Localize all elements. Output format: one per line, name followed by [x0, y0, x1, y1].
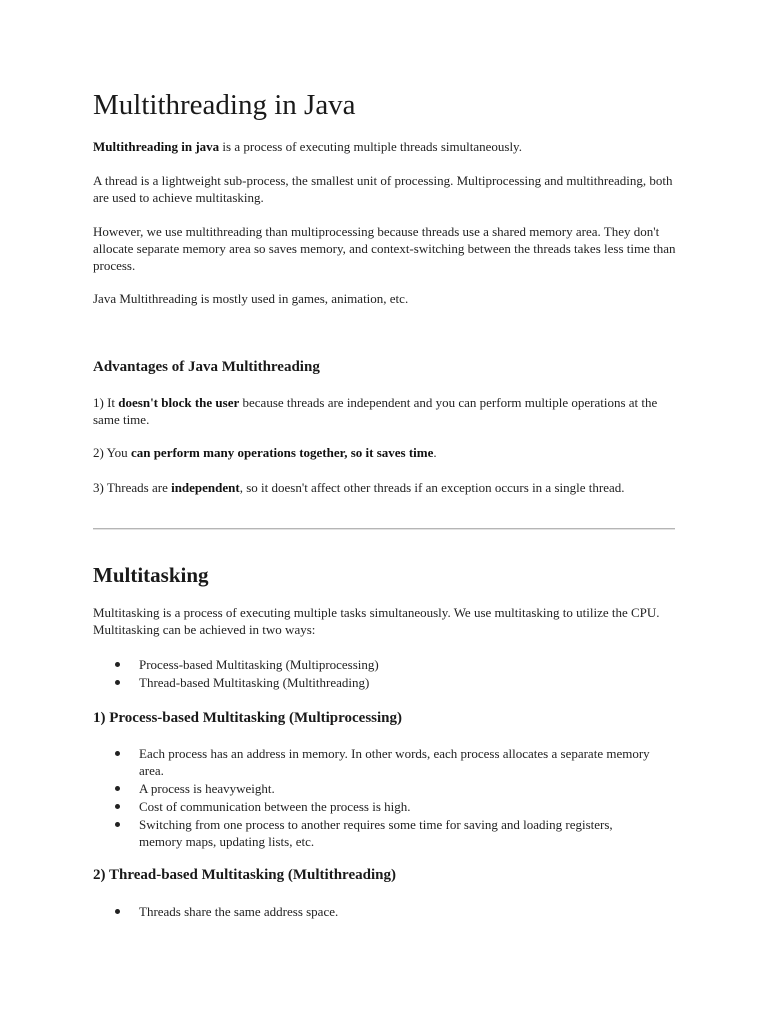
- process-based-heading: 1) Process-based Multitasking (Multiprocessing): [93, 710, 403, 726]
- bullet-icon: [115, 909, 120, 914]
- multitasking-intro: Multitasking is a process of executing multiple tasks simultaneously. We use multitasking to utilize the CPU. Multitasking can be achieved in two ways:: [93, 605, 660, 637]
- list-item-text: Threads share the same address space.: [139, 904, 339, 919]
- page-title: Multithreading in Java: [93, 89, 356, 121]
- intro-rest: is a process of executing multiple threads simultaneously.: [219, 139, 522, 154]
- bullet-icon: [115, 751, 120, 756]
- thread-definition-paragraph: A thread is a lightweight sub-process, the smallest unit of processing. Multiprocessing and multithreading, both are used to achieve multitasking.: [93, 173, 673, 205]
- list-item: [93, 674, 653, 691]
- advantage-2-bold: can perform many operations together, so it saves time: [130, 445, 434, 460]
- advantage-2-post: .: [433, 445, 437, 460]
- thread-based-list: [93, 903, 653, 921]
- advantages-heading: Advantages of Java Multithreading: [93, 359, 320, 375]
- list-item-text: Cost of communication between the process is high.: [139, 799, 411, 814]
- list-item: [93, 745, 653, 779]
- advantage-1-pre: 1) It: [93, 395, 119, 410]
- advantage-item-1: [93, 394, 677, 428]
- bullet-icon: [115, 680, 120, 685]
- advantage-3-bold: independent: [171, 480, 240, 495]
- advantage-item-2: [93, 444, 677, 461]
- bullet-icon: [115, 662, 120, 667]
- list-item-text: A process is heavyweight.: [139, 781, 275, 796]
- advantage-3-post: , so it doesn't affect other threads if an exception occurs in a single thread.: [239, 480, 625, 495]
- bullet-icon: [115, 822, 120, 827]
- advantage-1-bold: doesn't block the user: [118, 395, 240, 410]
- however-paragraph: However, we use multithreading than multiprocessing because threads use a shared memory area. They don't allocate separate memory area so saves memory, and context-switching between the threads takes less time than process.: [93, 224, 676, 273]
- process-based-list: [93, 745, 653, 851]
- list-item: [93, 816, 653, 850]
- advantage-1-post: because threads are independent and you can perform multiple operations at the same time.: [93, 395, 658, 427]
- list-item-text: Each process has an address in memory. In other words, each process allocates a separate memory area.: [139, 746, 650, 778]
- list-item: [93, 798, 653, 815]
- list-item-text: Switching from one process to another requires some time for saving and loading registers, memory maps, updating lists, etc.: [139, 817, 613, 849]
- bullet-icon: [115, 804, 120, 809]
- usage-paragraph: Java Multithreading is mostly used in games, animation, etc.: [93, 291, 409, 306]
- list-item-text: Process-based Multitasking (Multiprocessing): [139, 657, 379, 672]
- list-item: [93, 903, 653, 920]
- multitasking-heading: Multitasking: [93, 563, 209, 587]
- thread-based-heading: 2) Thread-based Multitasking (Multithreading): [93, 867, 396, 883]
- list-item-text: Thread-based Multitasking (Multithreading): [139, 675, 370, 690]
- advantage-item-3: [93, 479, 677, 496]
- intro-bold: Multithreading in java: [93, 139, 220, 154]
- advantage-3-pre: 3) Threads are: [93, 480, 172, 495]
- list-item: [93, 656, 653, 673]
- advantage-2-pre: 2) You: [93, 445, 131, 460]
- list-item: [93, 780, 653, 797]
- multitasking-ways-list: [93, 656, 653, 692]
- section-divider: [93, 528, 675, 530]
- intro-paragraph: [93, 138, 677, 155]
- bullet-icon: [115, 786, 120, 791]
